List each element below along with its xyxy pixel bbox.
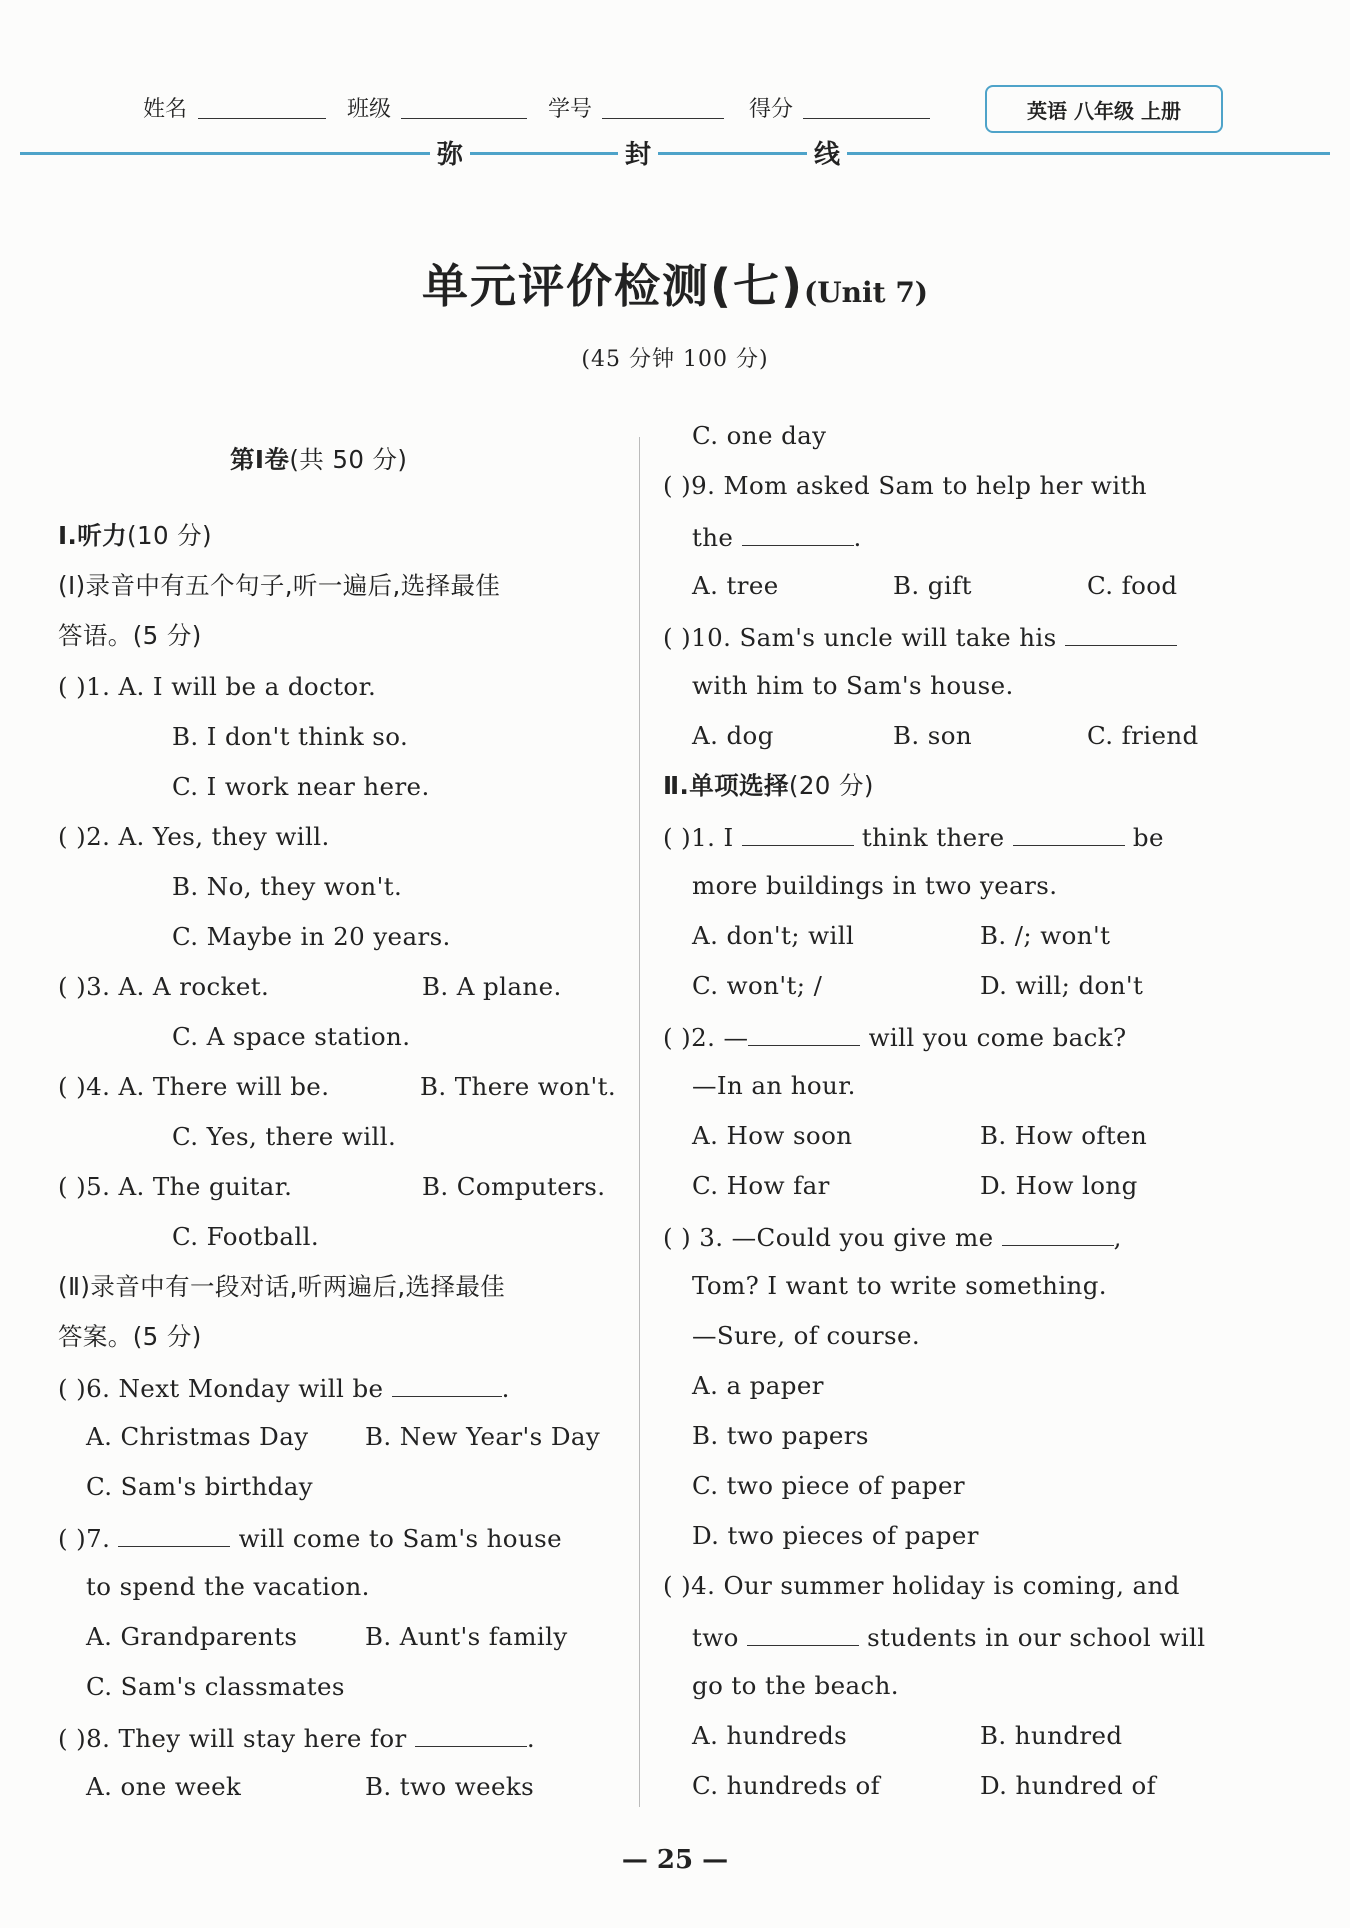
right_column-line: A. don't; will <box>692 921 855 950</box>
right_column-line: Ⅱ.单项选择(20 分) <box>663 771 874 800</box>
left_column-line: C. I work near here. <box>172 772 430 801</box>
answer-blank[interactable] <box>118 1525 230 1547</box>
right_column-line: C. food <box>1087 571 1178 600</box>
right_column-line: B. hundred <box>980 1721 1123 1750</box>
right_column-line: the . <box>692 523 862 552</box>
seal-line <box>20 152 1330 155</box>
page-number: — 25 — <box>621 1845 729 1875</box>
right_column-line: two students in our school will <box>692 1623 1206 1652</box>
right_column-line: C. two piece of paper <box>692 1471 966 1500</box>
seal-char-1: 弥 <box>430 134 470 171</box>
section-heading: Ⅰ.听力 <box>58 521 128 550</box>
right_column-line: C. won't; / <box>692 971 823 1000</box>
left_column-line: C. Football. <box>172 1222 320 1251</box>
student-no-label: 学号 <box>548 97 593 122</box>
left_column-line: 第Ⅰ卷(共 50 分) <box>230 445 408 474</box>
left_column-line: ( )6. Next Monday will be . <box>58 1374 510 1403</box>
left_column-line: ( )4. A. There will be. <box>58 1072 330 1101</box>
right_column-line: —In an hour. <box>692 1071 856 1100</box>
left_column-line: ( )3. A. A rocket. <box>58 972 270 1001</box>
answer-blank[interactable] <box>415 1725 527 1747</box>
right_column-line: ( )2. — will you come back? <box>663 1023 1127 1052</box>
right_column-line: A. How soon <box>692 1121 853 1150</box>
left_column-line: B. New Year's Day <box>365 1422 601 1451</box>
right_column-line: B. /; won't <box>980 921 1111 950</box>
left_column-line: C. A space station. <box>172 1022 411 1051</box>
answer-blank[interactable] <box>742 824 854 846</box>
right_column-line: C. friend <box>1087 721 1199 750</box>
left_column-line: 答语。(5 分) <box>58 621 202 650</box>
left_column-line: C. Yes, there will. <box>172 1122 397 1151</box>
answer-blank[interactable] <box>1013 824 1125 846</box>
left_column-line: B. Aunt's family <box>365 1622 568 1651</box>
left_column-line: Ⅰ.听力(10 分) <box>58 521 213 550</box>
right_column-line: B. How often <box>980 1121 1148 1150</box>
left_column-line: A. one week <box>86 1772 242 1801</box>
title-unit: (Unit 7) <box>803 276 929 309</box>
left_column-line: A. Grandparents <box>86 1622 298 1651</box>
left_column-line: A. Christmas Day <box>86 1422 309 1451</box>
right_column-line: D. will; don't <box>980 971 1144 1000</box>
left_column-line: B. No, they won't. <box>172 872 403 901</box>
left_column-line: ( )8. They will stay here for . <box>58 1724 536 1753</box>
left_column-line: ( )5. A. The guitar. <box>58 1172 293 1201</box>
score-label: 得分 <box>749 97 794 122</box>
left_column-line: (Ⅰ)录音中有五个句子,听一遍后,选择最佳 <box>58 571 501 600</box>
answer-blank[interactable] <box>392 1375 502 1397</box>
name-blank[interactable] <box>198 118 326 119</box>
answer-blank[interactable] <box>747 1624 859 1646</box>
left_column-line: B. Computers. <box>422 1172 606 1201</box>
right_column-line: ( ) 3. —Could you give me , <box>663 1223 1122 1252</box>
left_column-line: to spend the vacation. <box>86 1572 370 1601</box>
answer-blank[interactable] <box>742 524 854 546</box>
section-heading: Ⅱ.单项选择 <box>663 771 789 800</box>
answer-blank[interactable] <box>1002 1224 1114 1246</box>
answer-blank[interactable] <box>1065 624 1177 646</box>
right_column-line: A. dog <box>692 721 774 750</box>
class-label: 班级 <box>347 97 392 122</box>
right_column-line: A. hundreds <box>692 1721 848 1750</box>
left_column-line: ( )1. A. I will be a doctor. <box>58 672 377 701</box>
name-label: 姓名 <box>143 97 188 122</box>
right_column-line: ( )4. Our summer holiday is coming, and <box>663 1571 1180 1600</box>
right_column-line: ( )1. I think there be <box>663 823 1164 852</box>
seal-char-2: 封 <box>618 134 658 171</box>
right_column-line: —Sure, of course. <box>692 1321 921 1350</box>
left_column-line: B. A plane. <box>422 972 562 1001</box>
exam-duration-score: (45 分钟 100 分) <box>581 347 769 372</box>
score-blank[interactable] <box>803 118 930 119</box>
section-heading: 第Ⅰ卷 <box>230 445 290 474</box>
subject-badge: 英语 八年级 上册 <box>985 85 1223 133</box>
right_column-line: with him to Sam's house. <box>692 671 1014 700</box>
left_column-line: B. two weeks <box>365 1772 535 1801</box>
page-title <box>0 250 1350 316</box>
right_column-line: ( )10. Sam's uncle will take his <box>663 624 1177 651</box>
right_column-line: C. one day <box>692 421 827 450</box>
left_column-line: (Ⅱ)录音中有一段对话,听两遍后,选择最佳 <box>58 1272 506 1301</box>
right_column-line: ( )9. Mom asked Sam to help her with <box>663 471 1147 500</box>
right_column-line: D. How long <box>980 1171 1138 1200</box>
title-main: 单元评价检测(七) <box>421 259 804 313</box>
left_column-line: ( )2. A. Yes, they will. <box>58 822 330 851</box>
student-no-blank[interactable] <box>602 118 724 119</box>
right_column-line: go to the beach. <box>692 1671 899 1700</box>
right_column-line: B. son <box>893 721 973 750</box>
right_column-line: D. two pieces of paper <box>692 1521 979 1550</box>
right_column-line: A. a paper <box>692 1371 824 1400</box>
right_column-line: D. hundred of <box>980 1771 1157 1800</box>
answer-blank[interactable] <box>748 1024 860 1046</box>
left_column-line: B. I don't think so. <box>172 722 409 751</box>
right_column-line: C. How far <box>692 1171 830 1200</box>
right_column-line: more buildings in two years. <box>692 871 1058 900</box>
right_column-line: Tom? I want to write something. <box>692 1271 1107 1300</box>
left_column-line: C. Maybe in 20 years. <box>172 922 451 951</box>
right_column-line: C. hundreds of <box>692 1771 881 1800</box>
seal-char-3: 线 <box>807 134 847 171</box>
class-blank[interactable] <box>401 118 527 119</box>
right_column-line: A. tree <box>692 571 779 600</box>
left_column-line: 答案。(5 分) <box>58 1322 202 1351</box>
right_column-line: B. gift <box>893 571 972 600</box>
right_column-line: B. two papers <box>692 1421 869 1450</box>
left_column-line: ( )7. will come to Sam's house <box>58 1524 562 1553</box>
left_column-line: C. Sam's classmates <box>86 1672 345 1701</box>
left_column-line: C. Sam's birthday <box>86 1472 313 1501</box>
left_column-line: B. There won't. <box>420 1072 617 1101</box>
column-divider <box>639 437 640 1807</box>
